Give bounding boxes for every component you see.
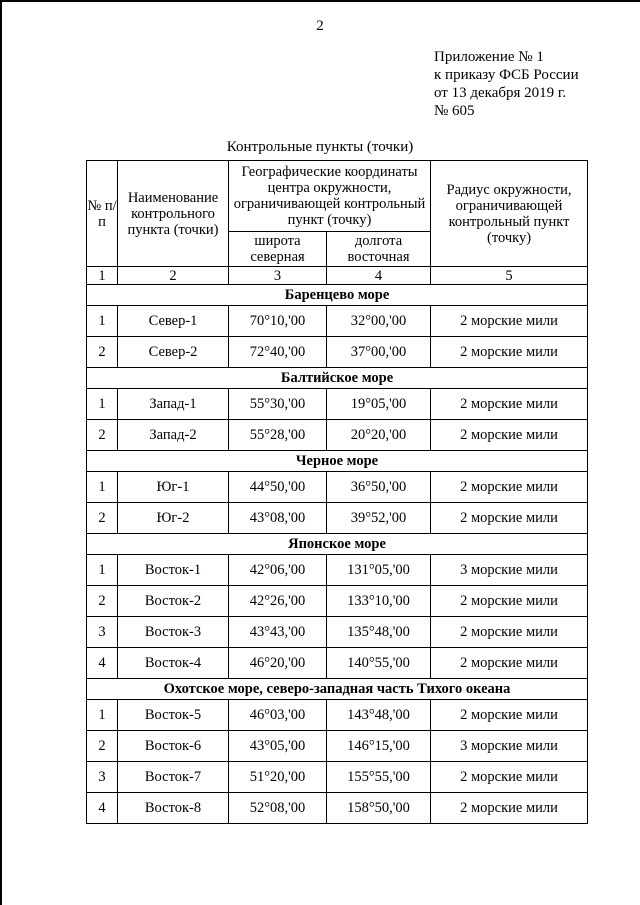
cell-longitude: 143°48,'00 — [327, 700, 431, 731]
cell-latitude: 46°20,'00 — [229, 648, 327, 679]
cell-point-name: Восток-6 — [118, 731, 229, 762]
table-row — [87, 555, 588, 586]
header-num: № п/п — [87, 161, 118, 267]
cell-radius: 3 морские мили — [431, 731, 588, 762]
cell-radius: 2 морские мили — [431, 586, 588, 617]
cell-longitude: 133°10,'00 — [327, 586, 431, 617]
table-row — [87, 762, 588, 793]
cell-number: 2 — [87, 731, 118, 762]
table-row — [87, 503, 588, 534]
cell-number: 2 — [87, 503, 118, 534]
cell-latitude: 42°26,'00 — [229, 586, 327, 617]
cell-radius: 2 морские мили — [431, 700, 588, 731]
cell-longitude: 140°55,'00 — [327, 648, 431, 679]
table-row — [87, 306, 588, 337]
cell-latitude: 44°50,'00 — [229, 472, 327, 503]
cell-radius: 2 морские мили — [431, 793, 588, 824]
appendix-line: Приложение № 1 — [434, 49, 544, 65]
cell-latitude: 42°06,'00 — [229, 555, 327, 586]
cell-point-name: Север-1 — [118, 306, 229, 337]
cell-latitude: 43°05,'00 — [229, 731, 327, 762]
column-number: 3 — [229, 267, 327, 285]
cell-number: 1 — [87, 472, 118, 503]
cell-number: 1 — [87, 555, 118, 586]
cell-latitude: 55°30,'00 — [229, 389, 327, 420]
cell-number: 3 — [87, 762, 118, 793]
cell-number: 1 — [87, 389, 118, 420]
cell-radius: 2 морские мили — [431, 389, 588, 420]
cell-latitude: 51°20,'00 — [229, 762, 327, 793]
cell-point-name: Восток-4 — [118, 648, 229, 679]
cell-radius: 3 морские мили — [431, 555, 588, 586]
cell-latitude: 46°03,'00 — [229, 700, 327, 731]
appendix-block — [434, 48, 579, 120]
table-row — [87, 420, 588, 451]
table-row — [87, 731, 588, 762]
cell-point-name: Запад-2 — [118, 420, 229, 451]
section-title: Балтийское море — [87, 368, 588, 389]
column-number: 2 — [118, 267, 229, 285]
cell-point-name: Восток-3 — [118, 617, 229, 648]
column-number: 5 — [431, 267, 588, 285]
header-lat: широта северная — [229, 232, 327, 267]
cell-point-name: Восток-8 — [118, 793, 229, 824]
header-coords: Географические координаты центра окружности, ограничивающей контрольный пункт (точку) — [229, 161, 431, 232]
table-row — [87, 586, 588, 617]
cell-longitude: 135°48,'00 — [327, 617, 431, 648]
appendix-line: от 13 декабря 2019 г. — [434, 85, 567, 101]
cell-radius: 2 морские мили — [431, 617, 588, 648]
section-row — [87, 679, 588, 700]
cell-point-name: Запад-1 — [118, 389, 229, 420]
cell-radius: 2 морские мили — [431, 762, 588, 793]
table-row — [87, 617, 588, 648]
cell-longitude: 146°15,'00 — [327, 731, 431, 762]
section-row — [87, 451, 588, 472]
cell-radius: 2 морские мили — [431, 472, 588, 503]
table-row — [87, 472, 588, 503]
page-number: 2 — [316, 18, 324, 34]
cell-point-name: Юг-1 — [118, 472, 229, 503]
table-title: Контрольные пункты (точки) — [226, 139, 414, 155]
cell-longitude: 19°05,'00 — [327, 389, 431, 420]
cell-latitude: 55°28,'00 — [229, 420, 327, 451]
table-row — [87, 700, 588, 731]
cell-radius: 2 морские мили — [431, 503, 588, 534]
appendix-line: к приказу ФСБ России — [434, 67, 579, 83]
section-title: Черное море — [87, 451, 588, 472]
cell-latitude: 43°43,'00 — [229, 617, 327, 648]
cell-latitude: 52°08,'00 — [229, 793, 327, 824]
appendix-line: № 605 — [434, 103, 475, 119]
table-row — [87, 337, 588, 368]
column-number-row — [87, 267, 588, 285]
cell-point-name: Юг-2 — [118, 503, 229, 534]
cell-latitude: 70°10,'00 — [229, 306, 327, 337]
cell-number: 1 — [87, 700, 118, 731]
scan-border-top — [0, 0, 640, 2]
cell-latitude: 72°40,'00 — [229, 337, 327, 368]
cell-longitude: 32°00,'00 — [327, 306, 431, 337]
cell-radius: 2 морские мили — [431, 420, 588, 451]
cell-number: 2 — [87, 420, 118, 451]
section-row — [87, 534, 588, 555]
cell-longitude: 155°55,'00 — [327, 762, 431, 793]
cell-number: 3 — [87, 617, 118, 648]
cell-longitude: 20°20,'00 — [327, 420, 431, 451]
scan-border-left — [0, 0, 2, 905]
cell-point-name: Восток-1 — [118, 555, 229, 586]
section-row — [87, 285, 588, 306]
cell-radius: 2 морские мили — [431, 337, 588, 368]
cell-longitude: 37°00,'00 — [327, 337, 431, 368]
cell-longitude: 131°05,'00 — [327, 555, 431, 586]
header-lon: долгота восточная — [327, 232, 431, 267]
section-row — [87, 368, 588, 389]
control-points-table — [86, 160, 588, 824]
cell-longitude: 39°52,'00 — [327, 503, 431, 534]
cell-number: 4 — [87, 793, 118, 824]
section-title: Охотское море, северо-западная часть Тихого океана — [87, 679, 588, 700]
header-radius: Радиус окружности, ограничивающей контрольный пункт (точку) — [431, 161, 588, 267]
table-row — [87, 389, 588, 420]
cell-latitude: 43°08,'00 — [229, 503, 327, 534]
section-title: Баренцево море — [87, 285, 588, 306]
column-number: 4 — [327, 267, 431, 285]
section-title: Японское море — [87, 534, 588, 555]
cell-point-name: Восток-5 — [118, 700, 229, 731]
header-row — [87, 161, 588, 232]
cell-longitude: 158°50,'00 — [327, 793, 431, 824]
cell-number: 1 — [87, 306, 118, 337]
cell-radius: 2 морские мили — [431, 306, 588, 337]
cell-number: 2 — [87, 586, 118, 617]
cell-number: 4 — [87, 648, 118, 679]
cell-point-name: Восток-7 — [118, 762, 229, 793]
table-row — [87, 793, 588, 824]
header-name: Наименование контрольного пункта (точки) — [118, 161, 229, 267]
cell-radius: 2 морские мили — [431, 648, 588, 679]
table-row — [87, 648, 588, 679]
cell-number: 2 — [87, 337, 118, 368]
cell-point-name: Восток-2 — [118, 586, 229, 617]
cell-longitude: 36°50,'00 — [327, 472, 431, 503]
column-number: 1 — [87, 267, 118, 285]
cell-point-name: Север-2 — [118, 337, 229, 368]
